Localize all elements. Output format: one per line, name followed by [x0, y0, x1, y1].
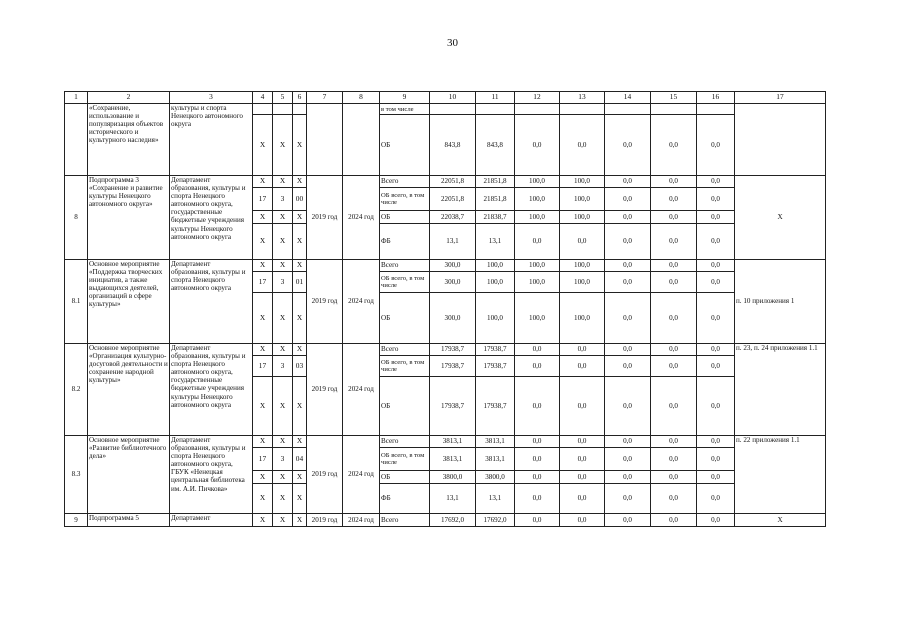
- code-cell: Х: [293, 436, 307, 448]
- code-cell: 3: [273, 188, 293, 211]
- amount-cell: 0,0: [697, 436, 735, 448]
- code-cell: Х: [293, 344, 307, 356]
- amount-cell: 0,0: [697, 448, 735, 471]
- amount-cell: 3813,1: [476, 448, 515, 471]
- amount-cell: 0,0: [605, 211, 651, 224]
- amount-cell: 100,0: [515, 260, 560, 272]
- row-number: 8: [65, 176, 88, 260]
- program-name: Основное мероприятие «Развитие библиотечного дела»: [88, 436, 170, 514]
- amount-cell: 100,0: [476, 260, 515, 272]
- code-cell: Х: [253, 484, 273, 514]
- amount-cell: 21851,8: [476, 188, 515, 211]
- amount-cell: 100,0: [560, 293, 605, 344]
- amount-cell: 3813,1: [430, 448, 476, 471]
- amount-cell: 100,0: [476, 272, 515, 293]
- note-cell: [735, 104, 826, 176]
- code-cell: Х: [253, 176, 273, 188]
- amount-cell: 0,0: [697, 176, 735, 188]
- table-row: [65, 260, 826, 272]
- code-cell: Х: [253, 211, 273, 224]
- executor: Департамент: [170, 514, 253, 527]
- header-cell: 17: [735, 92, 826, 104]
- code-cell: Х: [253, 436, 273, 448]
- amount-cell: 0,0: [560, 115, 605, 176]
- amount-cell: 0,0: [560, 471, 605, 484]
- amount-cell: 17692,0: [430, 514, 476, 527]
- amount-cell: 843,8: [476, 115, 515, 176]
- amount-cell: 0,0: [651, 484, 697, 514]
- header-cell: 13: [560, 92, 605, 104]
- code-cell: Х: [273, 514, 293, 527]
- code-cell: Х: [273, 344, 293, 356]
- amount-cell: 0,0: [515, 448, 560, 471]
- amount-cell: 0,0: [651, 224, 697, 260]
- code-cell: Х: [273, 211, 293, 224]
- funding-source: Всего: [380, 176, 430, 188]
- amount-cell: 100,0: [515, 272, 560, 293]
- note-cell: Х: [735, 514, 826, 527]
- row-number: 8.2: [65, 344, 88, 436]
- code-cell: 17: [253, 448, 273, 471]
- amount-cell: 0,0: [651, 356, 697, 377]
- code-cell: Х: [253, 115, 273, 176]
- code-cell: Х: [293, 115, 307, 176]
- funding-source: ОБ всего, в том числе: [380, 188, 430, 211]
- note-cell: п. 10 приложения 1: [735, 260, 826, 344]
- funding-source: ФБ: [380, 484, 430, 514]
- amount-cell: 0,0: [697, 272, 735, 293]
- amount-cell: 0,0: [560, 484, 605, 514]
- amount-cell: [515, 104, 560, 115]
- amount-cell: 22038,7: [430, 211, 476, 224]
- amount-cell: 0,0: [605, 293, 651, 344]
- amount-cell: 0,0: [697, 471, 735, 484]
- code-cell: 17: [253, 188, 273, 211]
- code-cell: Х: [273, 176, 293, 188]
- header-row: [65, 92, 826, 104]
- code-cell: Х: [253, 377, 273, 436]
- amount-cell: 0,0: [651, 176, 697, 188]
- amount-cell: 0,0: [605, 484, 651, 514]
- amount-cell: 17692,0: [476, 514, 515, 527]
- amount-cell: 100,0: [560, 176, 605, 188]
- start-year: 2019 год: [307, 260, 343, 344]
- program-name: Подпрограмма 3 «Сохранение и развитие культуры Ненецкого автономного округа»: [88, 176, 170, 260]
- amount-cell: 0,0: [605, 344, 651, 356]
- amount-cell: 0,0: [651, 188, 697, 211]
- program-name: «Сохранение, использование и популяризация объектов исторического и культурного наследия»: [88, 104, 170, 176]
- amount-cell: 0,0: [651, 260, 697, 272]
- amount-cell: 0,0: [515, 484, 560, 514]
- code-cell: Х: [253, 471, 273, 484]
- amount-cell: 0,0: [515, 115, 560, 176]
- end-year: 2024 год: [343, 260, 380, 344]
- code-cell: 3: [273, 356, 293, 377]
- amount-cell: 13,1: [476, 484, 515, 514]
- amount-cell: 0,0: [515, 471, 560, 484]
- code-cell: Х: [253, 344, 273, 356]
- program-name: Основное мероприятие «Поддержка творческих инициатив, а также выдающихся деятелей, организаций в сфере культуры»: [88, 260, 170, 344]
- header-cell: 8: [343, 92, 380, 104]
- code-cell: Х: [273, 484, 293, 514]
- code-cell: 3: [273, 448, 293, 471]
- amount-cell: 3800,0: [476, 471, 515, 484]
- header-cell: 12: [515, 92, 560, 104]
- amount-cell: 0,0: [605, 115, 651, 176]
- amount-cell: 100,0: [515, 293, 560, 344]
- budget-table: [64, 91, 826, 527]
- row-number: [65, 104, 88, 176]
- funding-source: Всего: [380, 514, 430, 527]
- funding-source: ОБ всего, в том числе: [380, 448, 430, 471]
- funding-source: Всего: [380, 260, 430, 272]
- code-cell: Х: [293, 176, 307, 188]
- amount-cell: 0,0: [560, 356, 605, 377]
- code-cell: 04: [293, 448, 307, 471]
- code-cell: Х: [293, 211, 307, 224]
- amount-cell: 0,0: [605, 448, 651, 471]
- amount-cell: 0,0: [605, 514, 651, 527]
- amount-cell: 100,0: [560, 272, 605, 293]
- code-cell: Х: [293, 484, 307, 514]
- amount-cell: 0,0: [605, 471, 651, 484]
- funding-source: ОБ: [380, 293, 430, 344]
- amount-cell: 0,0: [605, 272, 651, 293]
- amount-cell: 100,0: [560, 211, 605, 224]
- executor: Департамент образования, культуры и спорта Ненецкого автономного округа, государственные бюджетные учреждения культуры Ненецкого автономного округа: [170, 176, 253, 260]
- amount-cell: 21838,7: [476, 211, 515, 224]
- table-row: [65, 514, 826, 527]
- header-cell: 10: [430, 92, 476, 104]
- amount-cell: 0,0: [651, 377, 697, 436]
- amount-cell: 300,0: [430, 260, 476, 272]
- header-cell: 3: [170, 92, 253, 104]
- end-year: 2024 год: [343, 344, 380, 436]
- code-cell: [253, 104, 273, 115]
- amount-cell: 0,0: [605, 224, 651, 260]
- amount-cell: 0,0: [515, 436, 560, 448]
- code-cell: Х: [293, 514, 307, 527]
- amount-cell: 0,0: [651, 293, 697, 344]
- amount-cell: 0,0: [651, 115, 697, 176]
- amount-cell: 0,0: [697, 211, 735, 224]
- header-cell: 11: [476, 92, 515, 104]
- funding-source: ОБ всего, в том числе: [380, 356, 430, 377]
- amount-cell: 0,0: [697, 224, 735, 260]
- amount-cell: 0,0: [697, 115, 735, 176]
- code-cell: Х: [293, 377, 307, 436]
- end-year: 2024 год: [343, 176, 380, 260]
- code-cell: Х: [273, 377, 293, 436]
- row-number: 8.1: [65, 260, 88, 344]
- funding-source: Всего: [380, 436, 430, 448]
- code-cell: Х: [253, 514, 273, 527]
- amount-cell: 0,0: [651, 211, 697, 224]
- amount-cell: 0,0: [697, 188, 735, 211]
- amount-cell: 0,0: [605, 260, 651, 272]
- table-row: [65, 344, 826, 356]
- code-cell: Х: [273, 224, 293, 260]
- amount-cell: 0,0: [605, 188, 651, 211]
- amount-cell: 3813,1: [430, 436, 476, 448]
- funding-source: ОБ всего, в том числе: [380, 272, 430, 293]
- note-cell: Х: [735, 176, 826, 260]
- amount-cell: 843,8: [430, 115, 476, 176]
- amount-cell: 100,0: [515, 176, 560, 188]
- start-year: 2019 год: [307, 176, 343, 260]
- amount-cell: 17938,7: [476, 344, 515, 356]
- amount-cell: 0,0: [697, 344, 735, 356]
- amount-cell: 0,0: [651, 514, 697, 527]
- code-cell: 17: [253, 356, 273, 377]
- amount-cell: 22051,8: [430, 188, 476, 211]
- funding-source: ОБ: [380, 211, 430, 224]
- executor: культуры и спорта Ненецкого автономного округа: [170, 104, 253, 176]
- amount-cell: 100,0: [515, 188, 560, 211]
- amount-cell: 100,0: [515, 211, 560, 224]
- header-cell: 1: [65, 92, 88, 104]
- code-cell: 01: [293, 272, 307, 293]
- amount-cell: [476, 104, 515, 115]
- funding-source: Всего: [380, 344, 430, 356]
- amount-cell: 17938,7: [476, 377, 515, 436]
- start-year: [307, 104, 343, 176]
- page-number: 30: [447, 37, 458, 49]
- start-year: 2019 год: [307, 514, 343, 527]
- executor: Департамент образования, культуры и спорта Ненецкого автономного округа, ГБУК «Ненецкая центральная библиотека им. А.И. Пичкова»: [170, 436, 253, 514]
- program-name: Подпрограмма 5: [88, 514, 170, 527]
- code-cell: Х: [253, 224, 273, 260]
- amount-cell: 0,0: [651, 448, 697, 471]
- amount-cell: 0,0: [651, 344, 697, 356]
- code-cell: Х: [253, 260, 273, 272]
- row-number: 8.3: [65, 436, 88, 514]
- amount-cell: 0,0: [515, 224, 560, 260]
- end-year: [343, 104, 380, 176]
- amount-cell: [560, 104, 605, 115]
- amount-cell: 0,0: [560, 344, 605, 356]
- code-cell: Х: [273, 293, 293, 344]
- header-cell: 15: [651, 92, 697, 104]
- header-cell: 14: [605, 92, 651, 104]
- amount-cell: 0,0: [515, 377, 560, 436]
- amount-cell: 21851,8: [476, 176, 515, 188]
- amount-cell: 0,0: [560, 514, 605, 527]
- amount-cell: 0,0: [605, 377, 651, 436]
- amount-cell: 0,0: [697, 293, 735, 344]
- amount-cell: 100,0: [560, 260, 605, 272]
- funding-source: в том числе: [380, 104, 430, 115]
- amount-cell: 0,0: [697, 484, 735, 514]
- amount-cell: 300,0: [430, 272, 476, 293]
- amount-cell: 0,0: [651, 471, 697, 484]
- table-row: [65, 176, 826, 188]
- executor: Департамент образования, культуры и спорта Ненецкого автономного округа, государственные бюджетные учреждения культуры Ненецкого автономного округа: [170, 344, 253, 436]
- amount-cell: 0,0: [560, 436, 605, 448]
- code-cell: Х: [273, 436, 293, 448]
- amount-cell: 0,0: [697, 514, 735, 527]
- row-number: 9: [65, 514, 88, 527]
- program-name: Основное мероприятие «Организация культурно-досуговой деятельности и сохранение народной культуры»: [88, 344, 170, 436]
- amount-cell: 0,0: [560, 377, 605, 436]
- amount-cell: 0,0: [697, 260, 735, 272]
- amount-cell: 300,0: [430, 293, 476, 344]
- code-cell: Х: [293, 260, 307, 272]
- amount-cell: 22051,8: [430, 176, 476, 188]
- end-year: 2024 год: [343, 514, 380, 527]
- note-cell: п. 22 приложения 1.1: [735, 436, 826, 514]
- amount-cell: 100,0: [476, 293, 515, 344]
- code-cell: Х: [293, 224, 307, 260]
- amount-cell: 0,0: [560, 448, 605, 471]
- amount-cell: 0,0: [605, 436, 651, 448]
- code-cell: Х: [253, 293, 273, 344]
- header-cell: 16: [697, 92, 735, 104]
- code-cell: 00: [293, 188, 307, 211]
- amount-cell: 100,0: [560, 188, 605, 211]
- amount-cell: 17938,7: [430, 377, 476, 436]
- amount-cell: 0,0: [651, 272, 697, 293]
- amount-cell: [430, 104, 476, 115]
- code-cell: [293, 104, 307, 115]
- amount-cell: 13,1: [430, 224, 476, 260]
- amount-cell: 17938,7: [476, 356, 515, 377]
- executor: Департамент образования, культуры и спорта Ненецкого автономного округа: [170, 260, 253, 344]
- amount-cell: 0,0: [560, 224, 605, 260]
- amount-cell: 0,0: [697, 377, 735, 436]
- start-year: 2019 год: [307, 344, 343, 436]
- amount-cell: 0,0: [515, 514, 560, 527]
- amount-cell: 17938,7: [430, 344, 476, 356]
- header-cell: 4: [253, 92, 273, 104]
- code-cell: Х: [273, 471, 293, 484]
- funding-source: ОБ: [380, 471, 430, 484]
- header-cell: 9: [380, 92, 430, 104]
- amount-cell: 0,0: [697, 356, 735, 377]
- amount-cell: 17938,7: [430, 356, 476, 377]
- code-cell: 3: [273, 272, 293, 293]
- amount-cell: [697, 104, 735, 115]
- amount-cell: 3800,0: [430, 471, 476, 484]
- code-cell: 17: [253, 272, 273, 293]
- amount-cell: 0,0: [651, 436, 697, 448]
- amount-cell: 13,1: [476, 224, 515, 260]
- funding-source: ОБ: [380, 115, 430, 176]
- funding-source: ФБ: [380, 224, 430, 260]
- table-row: [65, 104, 826, 115]
- amount-cell: [605, 104, 651, 115]
- code-cell: [273, 104, 293, 115]
- header-cell: 7: [307, 92, 343, 104]
- end-year: 2024 год: [343, 436, 380, 514]
- amount-cell: 0,0: [515, 344, 560, 356]
- table-row: [65, 436, 826, 448]
- note-cell: п. 23, п. 24 приложения 1.1: [735, 344, 826, 436]
- amount-cell: [651, 104, 697, 115]
- amount-cell: 13,1: [430, 484, 476, 514]
- header-cell: 2: [88, 92, 170, 104]
- amount-cell: 0,0: [515, 356, 560, 377]
- header-cell: 5: [273, 92, 293, 104]
- amount-cell: 3813,1: [476, 436, 515, 448]
- code-cell: Х: [273, 260, 293, 272]
- code-cell: Х: [293, 471, 307, 484]
- start-year: 2019 год: [307, 436, 343, 514]
- code-cell: Х: [273, 115, 293, 176]
- code-cell: Х: [293, 293, 307, 344]
- amount-cell: 0,0: [605, 176, 651, 188]
- header-cell: 6: [293, 92, 307, 104]
- code-cell: 03: [293, 356, 307, 377]
- amount-cell: 0,0: [605, 356, 651, 377]
- funding-source: ОБ: [380, 377, 430, 436]
